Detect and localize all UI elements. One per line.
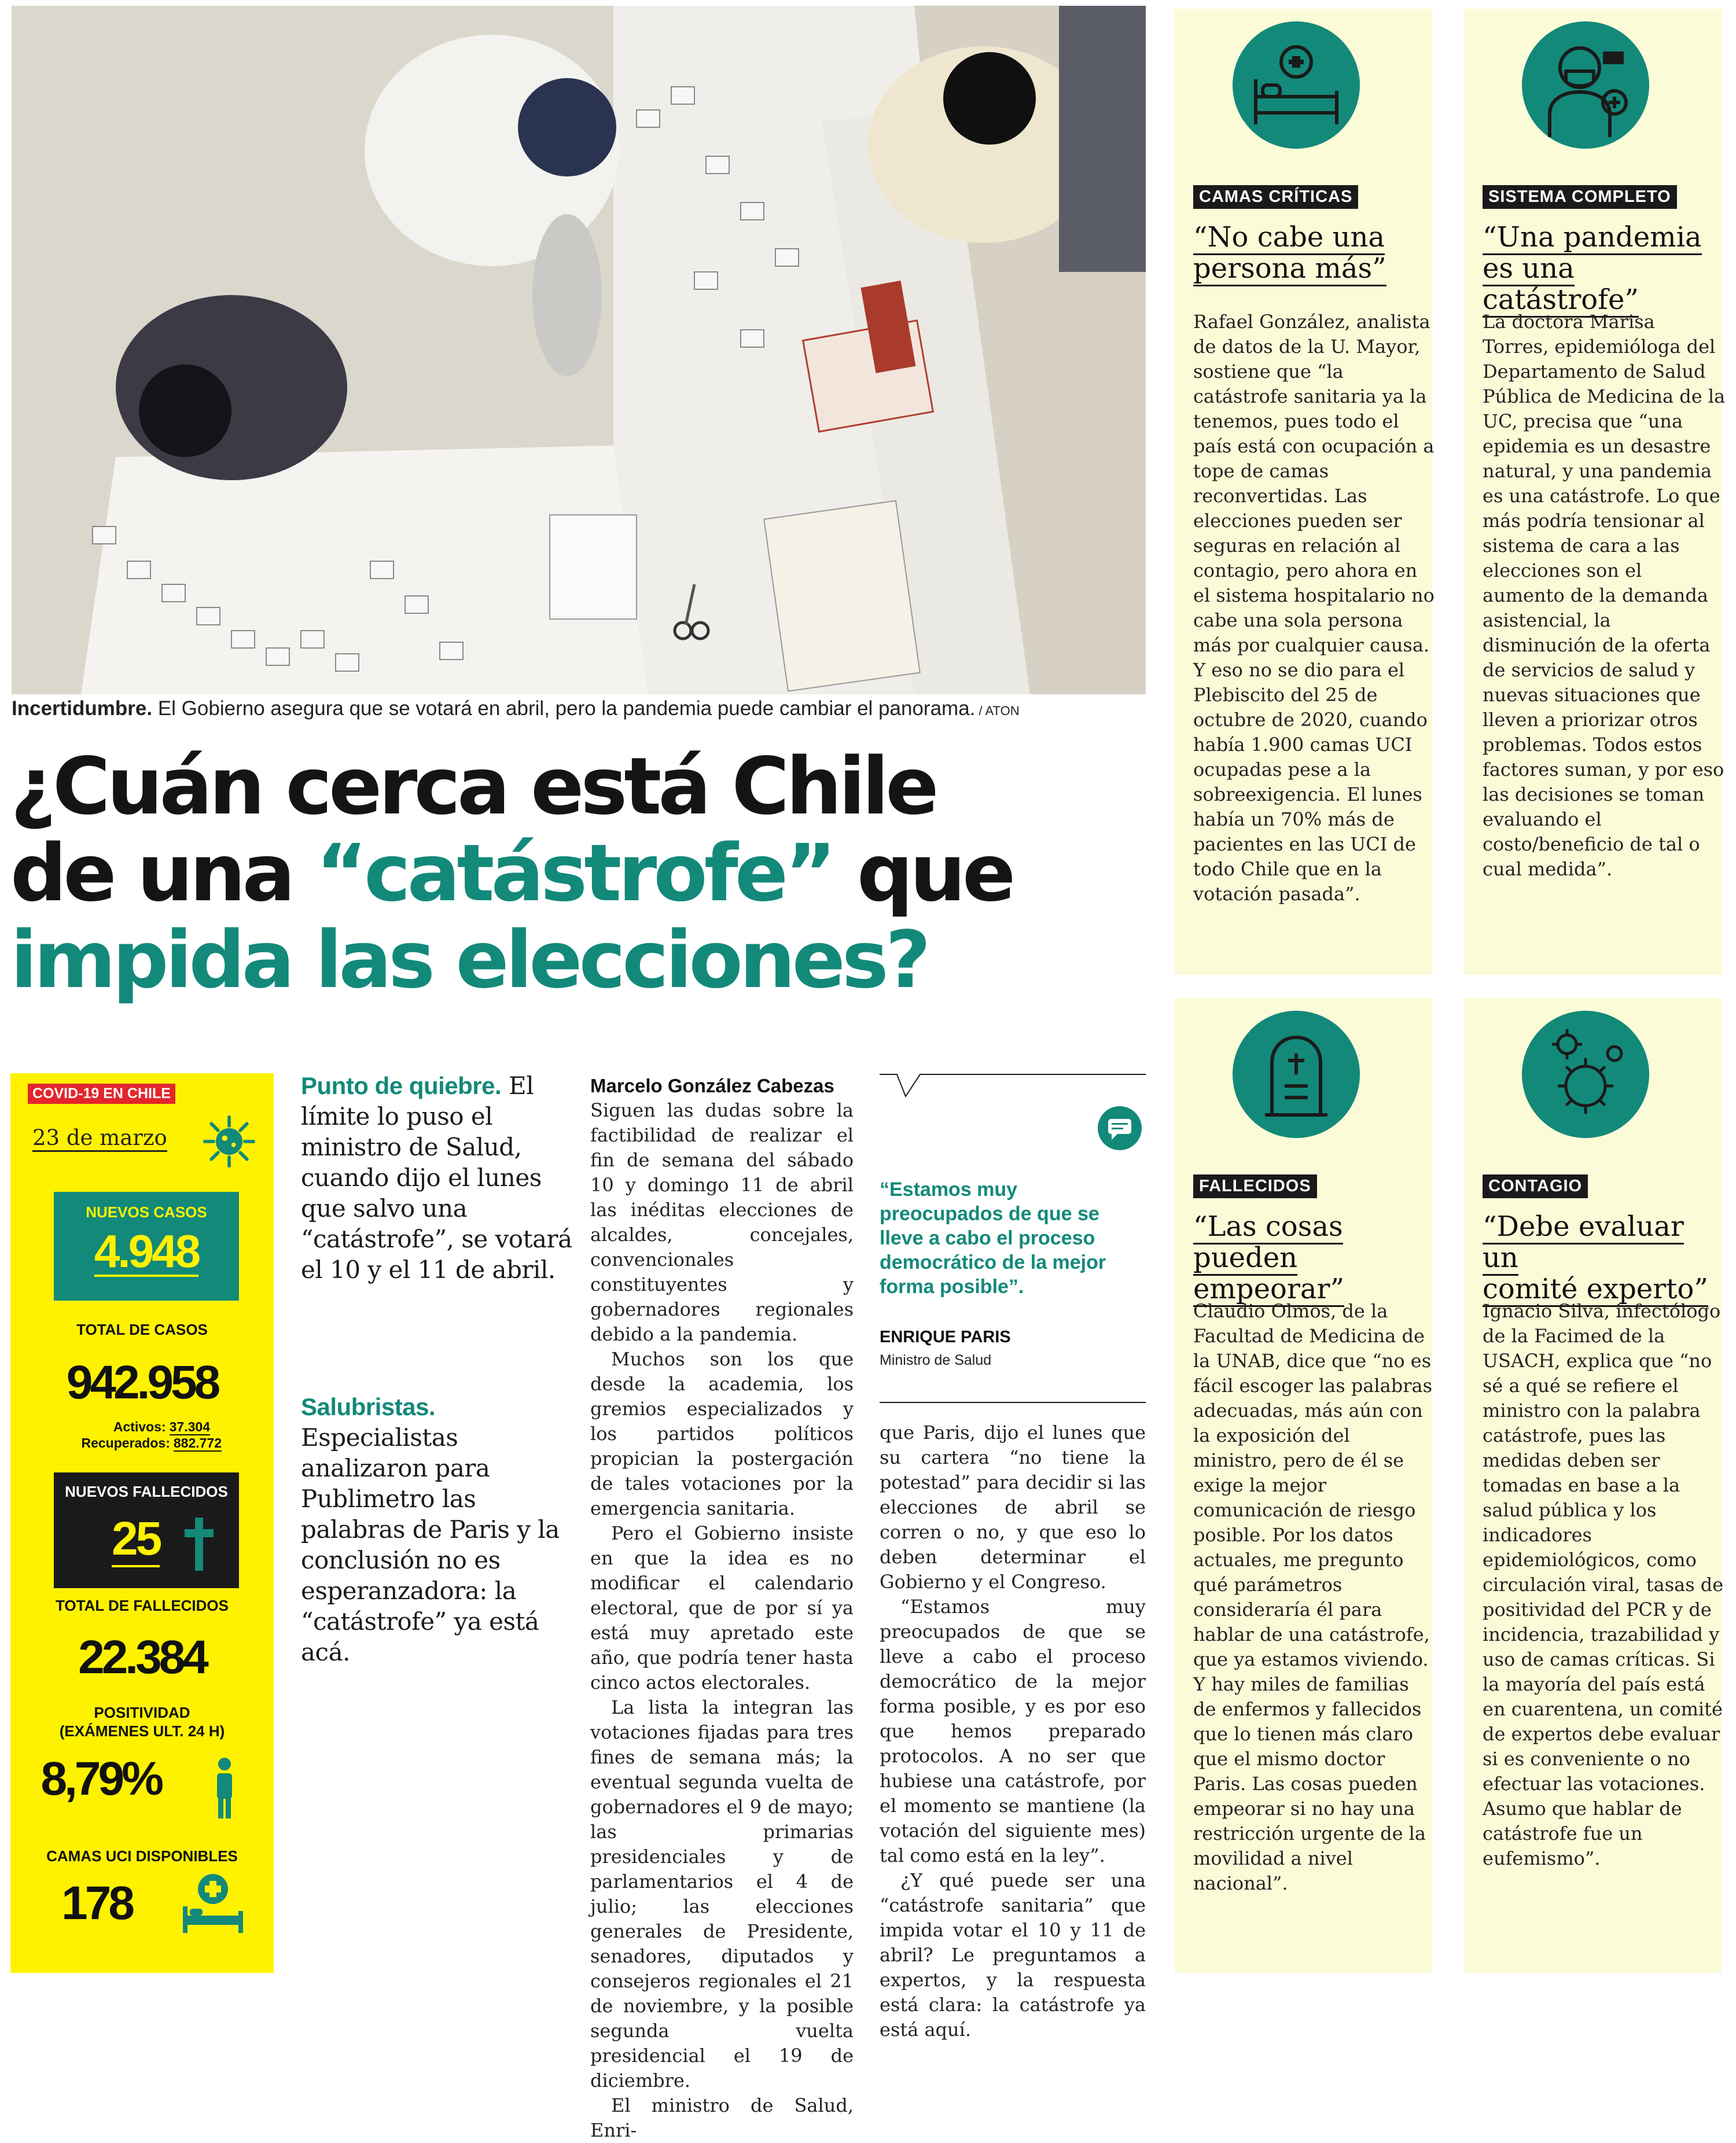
sidebar-sistema-completo bbox=[1464, 9, 1726, 975]
pull-quote-role: Ministro de Salud bbox=[880, 1352, 992, 1368]
headline bbox=[10, 743, 1162, 1004]
sidebar-contagio bbox=[1464, 998, 1722, 1973]
doctor-mask-icon bbox=[1522, 21, 1649, 149]
paragraph: La lista la integran las votaciones fijadas para tres fines de semana más; la eventual segunda vuelta de gobernadores el 9 de mayo; las primarias presidenciales y de parlamentarios el 4 de julio; las elecciones generales de Presidente, senadores, diputados y consejeros regionales el 21 de noviembre, y la posible segunda vuelta presidencial el 19 de diciembre. bbox=[590, 1696, 854, 2092]
sidebar-body: Ignacio Silva, infectólogo de la Facimed de la USACH, explica que “no sé a qué se refiere el ministro con la palabra catástrofe, pues las medidas deben ser tomadas en base a la salud pública y los indicadores epidemiológicos, como circulación viral, tasas de positividad del PCR y de incidencia, trazabilidad y uso de camas críticas. Si la mayoría del país está en cuarentena, un comité de expertos debe evaluar si es conveniente o no efectuar las votaciones. Asumo que hablar de catástrofe fue un eufemismo”. bbox=[1483, 1300, 1724, 1869]
new-deaths-panel bbox=[54, 1472, 239, 1588]
photo-credit: / ATON bbox=[975, 704, 1020, 718]
headline-keyword: “catástrofe” bbox=[315, 828, 833, 919]
sidebar-body: Rafael González, analista de datos de la U. Mayor, sostiene que “la catástrofe sanitaria ya la tenemos, pues todo el país está con ocupación a tope de camas reconvertidas. Las elecciones pueden ser seguras en relación al contagio, pero ahora en el sistema hospitalario no cabe una sola persona más por cualquier causa. Y eso no se dio para el Plebiscito del 25 de octubre de 2020, cuando había 1.900 camas UCI ocupadas pese a la sobreexigencia. El lunes había un 70% más de pacientes en las UCI de todo Chile que en la votación pasada”. bbox=[1193, 311, 1435, 905]
news-photo bbox=[12, 6, 1146, 694]
positivity-sublabel: (EXÁMENES ULT. 24 H) bbox=[59, 1722, 225, 1740]
divider bbox=[880, 1402, 1146, 1403]
paragraph: Muchos son los que desde la academia, los gremios especializados y los partidos políticos propician la postergación de tales votaciones por la emergencia sanitaria. bbox=[590, 1348, 854, 1519]
section-tag: CONTAGIO bbox=[1483, 1174, 1588, 1198]
new-deaths-value: 25 bbox=[112, 1513, 160, 1567]
headline-line-2a: de una bbox=[10, 828, 316, 919]
speech-pointer-line bbox=[880, 1073, 1146, 1102]
new-cases-label: NUEVOS CASOS bbox=[86, 1203, 207, 1221]
stats-date: 23 de marzo bbox=[32, 1125, 167, 1152]
sidebar-quote: “Debe evaluar un comité experto” bbox=[1483, 1211, 1726, 1305]
positivity-label: POSITIVIDAD bbox=[94, 1704, 190, 1721]
sidebar-body: Claudio Olmos, de la Facultad de Medicina de la UNAB, dice que “no es fácil escoger las palabras adecuadas, más aún con la exposición del ministro, pero de él se exige la mejor comunicación de riesgo posible. Por los datos actuales, me pregunto qué parámetros consideraría él para hablar de una catástrofe, que ya estamos viviendo. Y hay miles de familias de enfermos y fallecidos que lo tienen más claro que el mismo doctor Paris. Las cosas pueden empeorar si no hay una restricción urgente de la movilidad a nivel nacional”. bbox=[1193, 1300, 1432, 1894]
hospital-bed-icon bbox=[1233, 21, 1360, 149]
virus-icon bbox=[1522, 1011, 1649, 1138]
stats-tag: COVID-19 EN CHILE bbox=[28, 1084, 175, 1104]
new-cases-value: 4.948 bbox=[94, 1225, 199, 1277]
sidebar-quote: “No cabe una persona más” bbox=[1193, 222, 1436, 284]
intro-text: Especialistas analizaron para Publimetro las palabras de Paris y la conclusión no es esperanzadora: la “catástrofe” ya está acá. bbox=[301, 1423, 560, 1666]
paragraph: que Paris, dijo el lunes que su cartera “no tiene la potestad” para decidir si las elecciones de abril se corren o no, y que eso lo deben determinar el Gobierno y el Congreso. bbox=[880, 1422, 1146, 1593]
photo-caption bbox=[12, 697, 1146, 720]
vote-counting-photo bbox=[12, 6, 1146, 694]
icu-value: 178 bbox=[61, 1877, 132, 1930]
headline-line-1: ¿Cuán cerca está Chile bbox=[10, 741, 936, 833]
cross-icon bbox=[182, 1518, 216, 1571]
sidebar-camas-criticas bbox=[1175, 9, 1435, 975]
article-column-1 bbox=[590, 1073, 854, 2143]
intro-lead: Punto de quiebre. bbox=[301, 1072, 502, 1099]
total-deaths-value: 22.384 bbox=[78, 1631, 206, 1684]
intro-punto-de-quiebre bbox=[301, 1070, 573, 1285]
active-cases: Activos: 37.304 bbox=[113, 1419, 210, 1434]
pull-quote-text: “Estamos muy preocupados de que se lleve a cabo el proceso democrático de la mejor forma posible”. bbox=[880, 1179, 1106, 1298]
recovered-cases: Recuperados: 882.772 bbox=[81, 1435, 222, 1450]
caption-lead: Incertidumbre. bbox=[12, 697, 153, 720]
person-icon bbox=[210, 1756, 239, 1820]
sidebar-quote: “Las cosas pueden empeorar” bbox=[1193, 1211, 1436, 1305]
paragraph: Siguen las dudas sobre la factibilidad de realizar el fin de semana del sábado 10 y domingo 11 de abril las inéditas elecciones de alcaldes, concejales, convencionales constituyentes y gobernadores regionales debido a la pandemia. bbox=[590, 1099, 854, 1345]
covid-stats-box bbox=[10, 1073, 274, 1973]
caption-text: El Gobierno asegura que se votará en abril, pero la pandemia puede cambiar el panorama. bbox=[152, 697, 976, 720]
article-column-2 bbox=[880, 1420, 1146, 2042]
intro-lead: Salubristas. bbox=[301, 1393, 436, 1420]
icu-label: CAMAS UCI DISPONIBLES bbox=[46, 1847, 238, 1865]
total-deaths-label: TOTAL DE FALLECIDOS bbox=[55, 1597, 229, 1614]
intro-text: El límite lo puso el ministro de Salud, cuando dijo el lunes que salvo una “catástrofe”, se votará el 10 y el 11 de abril. bbox=[301, 1072, 572, 1284]
intro-salubristas bbox=[301, 1391, 573, 1667]
paragraph: “Estamos muy preocupados de que se lleve a cabo el proceso democrático de la mejor forma posible, y es por eso que hemos preparado protocolos. A no ser que hubiese una catástrofe, por el momento se mantiene (la votación del siguiente mes) tal como está en la ley”. bbox=[880, 1596, 1146, 1866]
paragraph: ¿Y qué puede ser una “catástrofe sanitaria” que impida votar el 10 y 11 de abril? Le preguntamos a expertos, y la respuesta está clara: la catástrofe ya está aquí. bbox=[880, 1869, 1146, 2041]
pull-quote-author: ENRIQUE PARIS bbox=[880, 1328, 1011, 1346]
paragraph: Pero el Gobierno insiste en que la idea es no modificar el calendario electoral, que de por sí ya está muy apretado este año, que podría tener hasta cinco actos electorales. bbox=[590, 1522, 854, 1693]
tombstone-icon bbox=[1233, 1011, 1360, 1138]
total-cases-label: TOTAL DE CASOS bbox=[76, 1321, 208, 1338]
section-tag: CAMAS CRÍTICAS bbox=[1193, 185, 1358, 209]
section-tag: FALLECIDOS bbox=[1193, 1174, 1317, 1198]
total-cases-value: 942.958 bbox=[66, 1356, 218, 1409]
sidebar-quote: “Una pandemia es una catástrofe” bbox=[1483, 222, 1726, 315]
hospital-bed-icon bbox=[178, 1872, 248, 1935]
section-tag: SISTEMA COMPLETO bbox=[1483, 185, 1677, 209]
sidebar-fallecidos bbox=[1175, 998, 1432, 1973]
paragraph: El ministro de Salud, Enri- bbox=[590, 2094, 854, 2141]
chat-bubble-icon bbox=[1097, 1105, 1143, 1151]
headline-line-3: impida las elecciones? bbox=[10, 915, 928, 1006]
positivity-value: 8,79% bbox=[41, 1752, 161, 1805]
sidebar-body: La doctora Marisa Torres, epidemióloga del Departamento de Salud Pública de Medicina de la UC, precisa que “una epidemia es un desastre natural, y una pandemia es una catástrofe. Lo que más podría tensionar al sistema de cara a las elecciones son el aumento de la demanda asistencial, la disminución de la oferta de servicios de salud y nuevas situaciones que lleven a priorizar otros problemas. Todos estos factores suman, y por eso las decisiones se toman evaluando el costo/beneficio de tal o cual medida”. bbox=[1483, 311, 1726, 880]
byline: Marcelo González Cabezas bbox=[590, 1075, 834, 1096]
headline-line-2b: que bbox=[833, 828, 1013, 919]
virus-icon bbox=[201, 1114, 257, 1169]
new-cases-panel bbox=[54, 1192, 239, 1301]
new-deaths-label: NUEVOS FALLECIDOS bbox=[65, 1483, 228, 1500]
